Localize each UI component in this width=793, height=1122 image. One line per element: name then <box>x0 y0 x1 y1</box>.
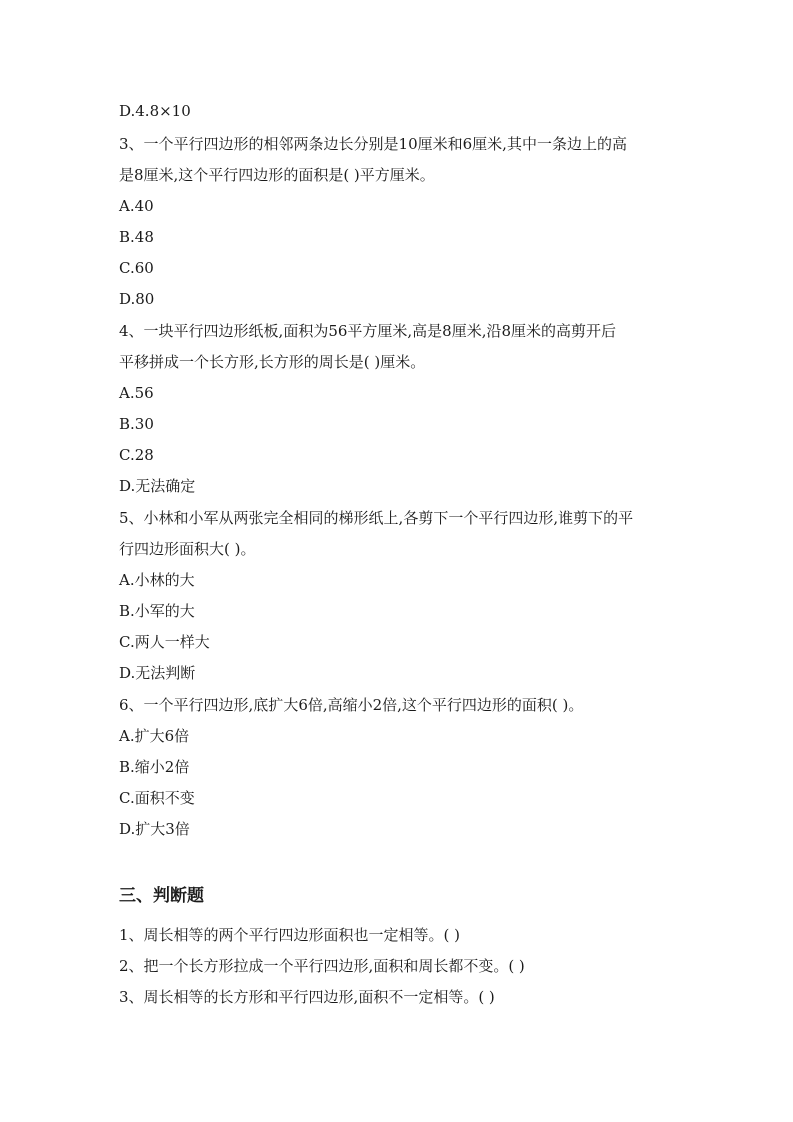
q3-option-a: A.40 <box>119 197 154 215</box>
q3-option-b: B.48 <box>119 228 154 246</box>
q6-option-d: D.扩大3倍 <box>119 820 190 838</box>
q6-option-a: A.扩大6倍 <box>119 727 190 745</box>
q5-option-d: D.无法判断 <box>119 664 196 682</box>
q4-text-line1: 4、一块平行四边形纸板,面积为56平方厘米,高是8厘米,沿8厘米的高剪开后 <box>119 322 617 340</box>
judgment-item-1: 1、周长相等的两个平行四边形面积也一定相等。( ) <box>119 926 461 944</box>
q5-text-line2: 行四边形面积大( )。 <box>119 540 256 558</box>
q3-text-line2: 是8厘米,这个平行四边形的面积是( )平方厘米。 <box>119 166 435 184</box>
q4-option-b: B.30 <box>119 415 154 433</box>
q4-option-d: D.无法确定 <box>119 477 196 495</box>
judgment-item-3: 3、周长相等的长方形和平行四边形,面积不一定相等。( ) <box>119 988 495 1006</box>
q6-option-b: B.缩小2倍 <box>119 758 190 776</box>
q6-option-c: C.面积不变 <box>119 789 195 807</box>
q4-text-line2: 平移拼成一个长方形,长方形的周长是( )厘米。 <box>119 353 426 371</box>
q3-option-c: C.60 <box>119 259 154 277</box>
q4-option-a: A.56 <box>119 384 154 402</box>
section-title-judgment: 三、判断题 <box>119 886 204 906</box>
judgment-item-2: 2、把一个长方形拉成一个平行四边形,面积和周长都不变。( ) <box>119 957 525 975</box>
q3-option-d: D.80 <box>119 290 155 308</box>
q4-option-c: C.28 <box>119 446 154 464</box>
q3-text-line1: 3、一个平行四边形的相邻两条边长分别是10厘米和6厘米,其中一条边上的高 <box>119 135 627 153</box>
q5-option-a: A.小林的大 <box>119 571 195 589</box>
q5-option-c: C.两人一样大 <box>119 633 210 651</box>
q6-text-line1: 6、一个平行四边形,底扩大6倍,高缩小2倍,这个平行四边形的面积( )。 <box>119 696 584 714</box>
q5-option-b: B.小军的大 <box>119 602 195 620</box>
q2-option-d: D.4.8×10 <box>119 102 191 120</box>
q5-text-line1: 5、小林和小军从两张完全相同的梯形纸上,各剪下一个平行四边形,谁剪下的平 <box>119 509 634 527</box>
